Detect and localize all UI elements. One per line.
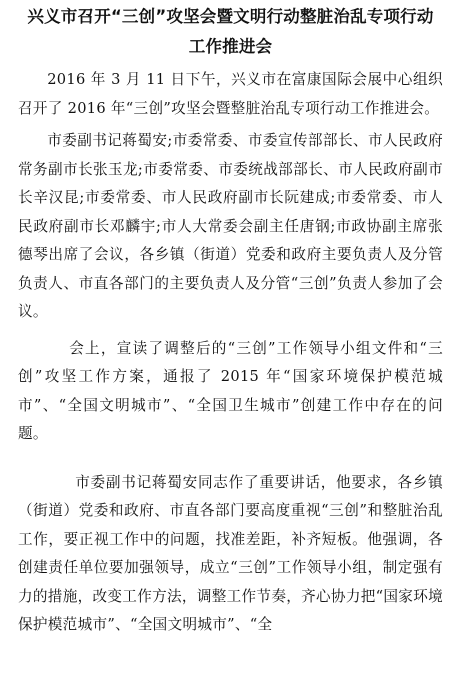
article-paragraph-3: [18, 335, 443, 449]
article-paragraph-2: [18, 127, 443, 327]
article-paragraph-4-text: 市委副书记蒋蜀安同志作了重要讲话，他要求，各乡镇（街道）党委和政府、市直各部门要高度重视“三创”和整脏治乱工作，要正视工作中的问题，找准差距，补齐短板。他强调，各创建责任单位要加强领导，成立“三创”工作领导小组，制定强有力的措施，改变工作方法，调整工作节奏，齐心协力把“国家环境保护模范城市”、“全国文明城市”、“全: [18, 473, 443, 633]
article-title: [18, 0, 443, 62]
article-title-line-2: 工作推进会: [188, 37, 273, 56]
article-paragraph-2-text: 市委副书记蒋蜀安;市委常委、市委宣传部部长、市人民政府常务副市长张玉龙;市委常委、市委统战部部长、市人民政府副市长辛汉昆;市委常委、市人民政府副市长阮建成;市委常委、市人民政府副市长邓麟宇;市人大常委会副主任唐钢;市政协副主席张德琴出席了会议，各乡镇（街道）党委和政府主要负责人及分管负责人、市直各部门的主要负责人及分管“三创”负责人参加了会议。: [18, 132, 443, 320]
article-title-line-1: 兴义市召开“三创”攻坚会暨文明行动整脏治乱专项行动: [27, 7, 434, 26]
article-paragraph-1: 2016 年 3 月 11 日下午，兴义市在富康国际会展中心组织召开了 2016 年“三创”攻坚会暨整脏治乱专项行动工作推进会。: [18, 71, 443, 117]
article-paragraph-3-text: 会上，宣读了调整后的“三创”工作领导小组文件和“三创”攻坚工作方案，通报了 2015 年“国家环境保护模范城市”、“全国文明城市”、“全国卫生城市”创建工作中存在的问题。: [18, 339, 443, 442]
article-paragraph-4: [18, 469, 443, 640]
